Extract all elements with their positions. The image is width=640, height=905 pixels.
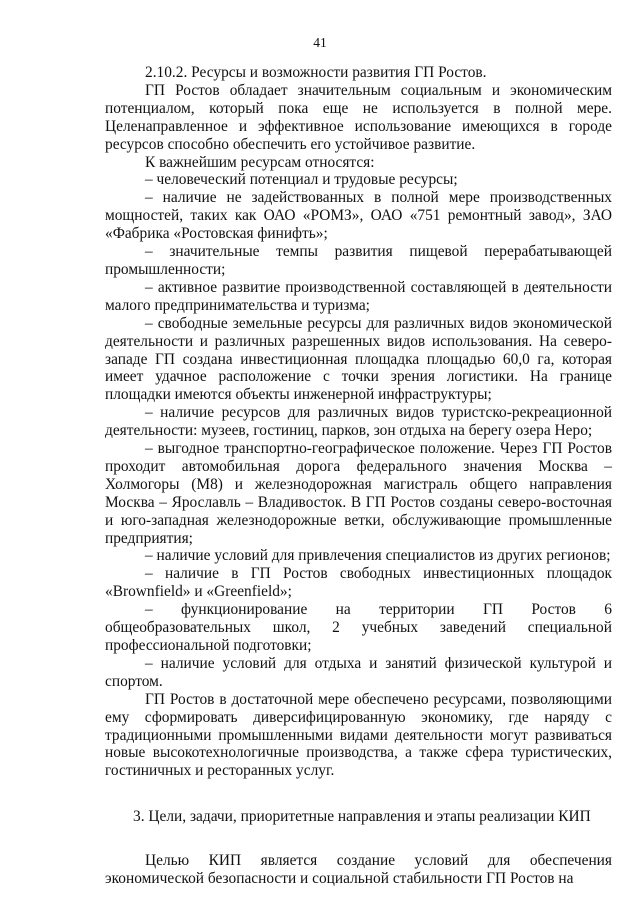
resource-list-item: – наличие условий для отдыха и занятий физической культурой и спортом. — [105, 654, 612, 690]
resource-list-item: – свободные земельные ресурсы для различных видов экономической деятельности и различных разрешенных видов использования. На северо-западе ГП создана инвестиционная площадка площадью 60,0 га, которая имеет удачное расположение с точки зрения логистики. На границе площадки имеются объекты инженерной инфраструктуры; — [105, 314, 612, 404]
resource-list-item: – значительные темпы развития пищевой перерабатывающей промышленности; — [105, 243, 612, 278]
resource-list-item: – человеческий потенциал и трудовые ресурсы; — [145, 171, 458, 189]
section-3-paragraph: Целью КИП является создание условий для обеспечения экономической безопасности и социальной стабильности ГП Ростов на — [105, 852, 612, 888]
resource-list-item: – наличие условий для привлечения специалистов из других регионов; — [145, 547, 611, 565]
section-3-heading: 3. Цели, задачи, приоритетные направления и этапы реализации КИП — [133, 808, 591, 826]
closing-paragraph: ГП Ростов в достаточной мере обеспечено ресурсами, позволяющими ему сформировать диверсифицированную экономику, где наряду с традиционными промышленными видами деятельности могут развиваться новые высокотехнологичные производства, а также сфера туристических, гостиничных и ресторанных услуг. — [105, 690, 612, 780]
page-number: 41 — [313, 35, 327, 50]
paragraph: ГП Ростов обладает значительным социальным и экономическим потенциалом, который пока еще не используется в полной мере. Целенаправленное и эффективное использование имеющихся в городе ресурсов способно обеспечить его устойчивое развитие. — [105, 81, 612, 153]
section-heading: 2.10.2. Ресурсы и возможности развития ГП Ростов. — [145, 64, 487, 81]
resource-list-item: – наличие ресурсов для различных видов туристско-рекреационной деятельности: музеев, гостиниц, парков, зон отдыха на берегу озера Неро; — [105, 404, 612, 440]
document-body — [105, 64, 612, 888]
resource-list-item: – функционирование на территории ГП Ростов 6 общеобразовательных школ, 2 учебных заведений специальной профессиональной подготовки; — [105, 601, 612, 654]
resource-list-item: – выгодное транспортно-географическое положение. Через ГП Ростов проходит автомобильная дорога федерального значения Москва – Холмогоры (М8) и железнодорожная магистраль общего направления Москва – Ярославль – Владивосток. В ГП Ростов созданы северо-восточная и юго-западная железнодорожные ветки, обслуживающие промышленные предприятия; — [105, 440, 612, 547]
resource-list-item: – активное развитие производственной составляющей в деятельности малого предпринимательства и туризма; — [105, 278, 612, 314]
resource-list-item: – наличие не задействованных в полной мере производственных мощностей, таких как ОАО «РОМЗ», ОАО «751 ремонтный завод», ЗАО «Фабрика «Ростовская финифть»; — [105, 189, 612, 243]
paragraph: К важнейшим ресурсам относятся: — [145, 153, 375, 171]
resource-list-item: – наличие в ГП Ростов свободных инвестиционных площадок «Brownfield» и «Greenfield»; — [105, 565, 612, 601]
